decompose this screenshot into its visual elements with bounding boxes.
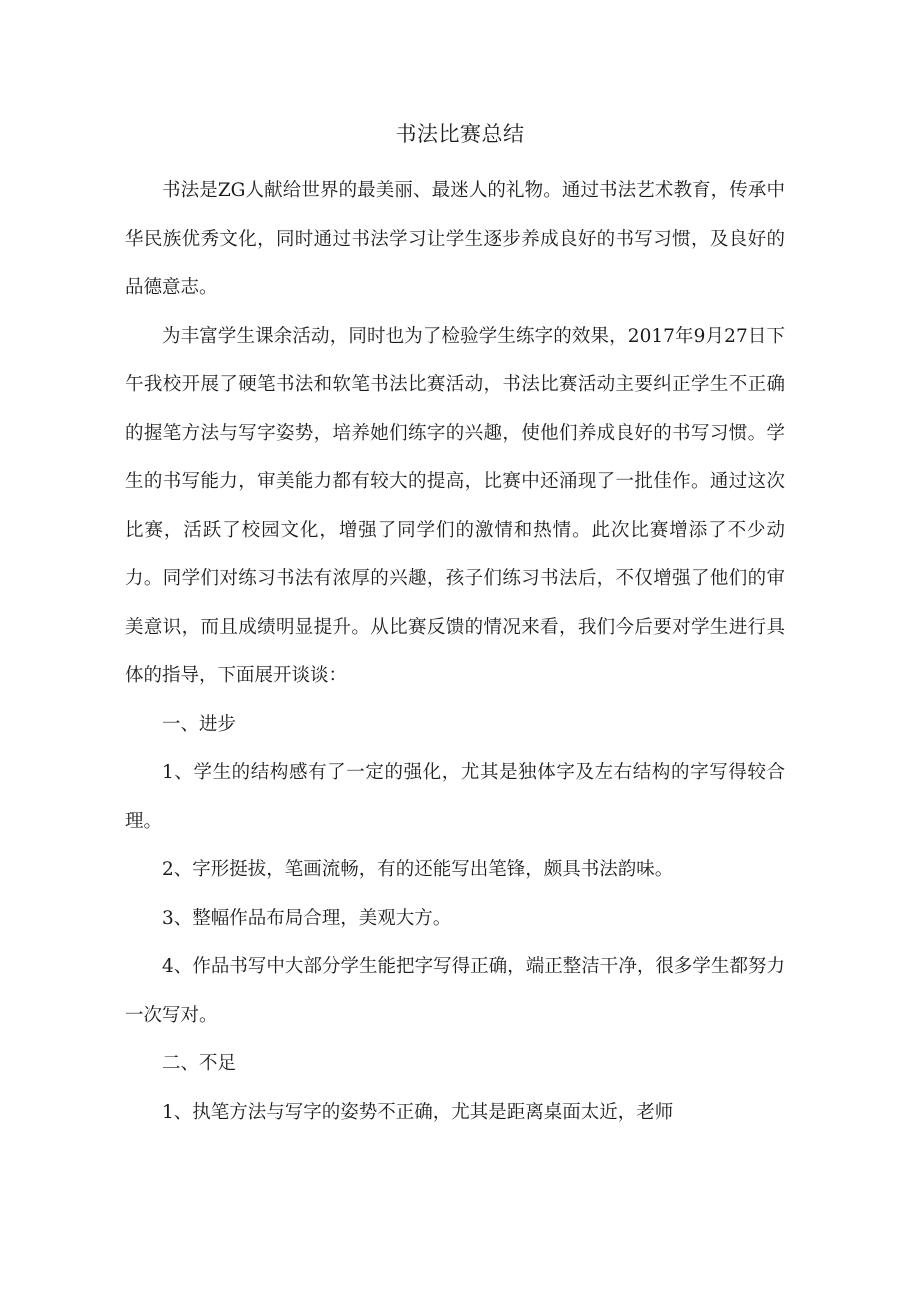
- list-item-progress-1: 1、学生的结构感有了一定的强化，尤其是独体字及左右结构的字写得较合理。: [125, 762, 785, 832]
- list-item-progress-4: 4、作品书写中大部分学生能把字写得正确，端正整洁干净，很多学生都努力一次写对。: [125, 956, 785, 1026]
- paragraph-intro: 书法是ZG人献给世界的最美丽、最迷人的礼物。通过书法艺术教育，传承中华民族优秀文化，同时通过书法学习让学生逐步养成良好的书写习惯，及良好的品德意志。: [125, 180, 785, 298]
- document-body: [125, 167, 785, 1137]
- list-item-progress-3: 3、整幅作品布局合理，美观大方。: [162, 907, 452, 929]
- paragraph-activity: 为丰富学生课余活动，同时也为了检验学生练字的效果，2017年9月27日下午我校开展了硬笔书法和软笔书法比赛活动，书法比赛活动主要纠正学生不正确的握笔方法与写字姿势，培养她们练字的兴趣，使他们养成良好的书写习惯。学生的书写能力，审美能力都有较大的提高，比赛中还涌现了一批佳作。通过这次比赛，活跃了校园文化，增强了同学们的激情和热情。此次比赛增添了不少动力。同学们对练习书法有浓厚的兴趣，孩子们练习书法后，不仅增强了他们的审美意识，而且成绩明显提升。从比赛反馈的情况来看，我们今后要对学生进行具体的指导，下面展开谈谈：: [125, 325, 785, 686]
- list-item-progress-2: 2、字形挺拔，笔画流畅，有的还能写出笔锋，颇具书法韵味。: [162, 859, 674, 880]
- section-heading-progress: 一、进步: [162, 713, 237, 735]
- list-item-shortcoming-1: 1、执笔方法与写字的姿势不正确，尤其是距离桌面太近，老师: [162, 1101, 674, 1123]
- document-title: 书法比赛总结: [395, 122, 525, 146]
- section-heading-shortcomings: 二、不足: [162, 1053, 237, 1074]
